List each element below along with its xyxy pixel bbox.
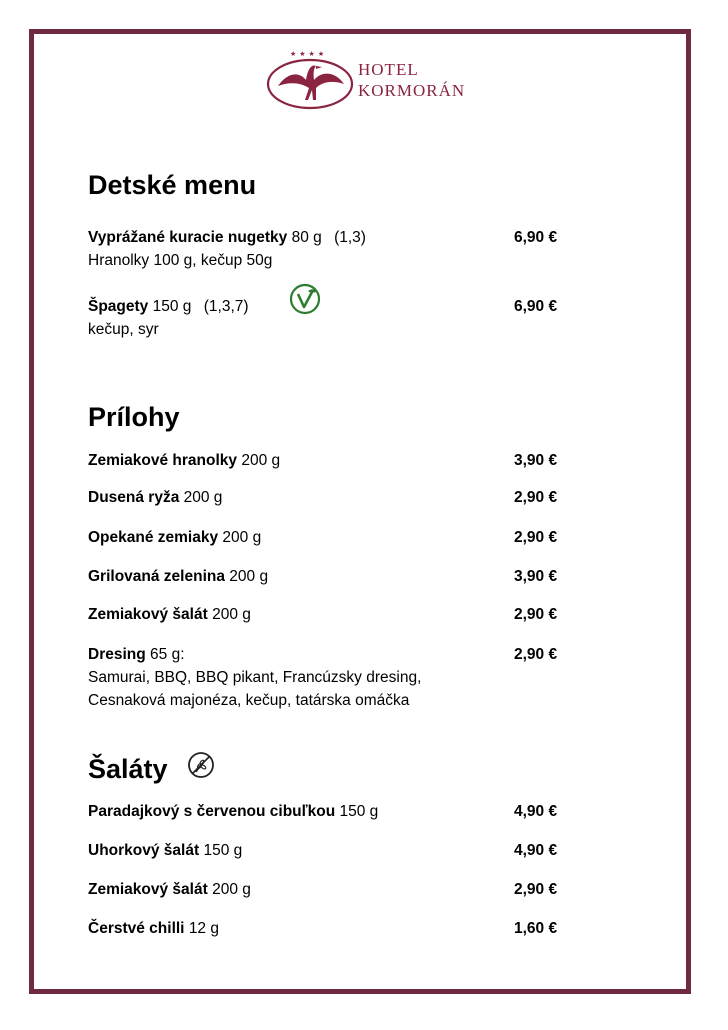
item-name: Dresing	[88, 646, 146, 663]
item-price: 2,90 €	[514, 606, 558, 623]
item-weight: 200 g	[212, 881, 251, 898]
item-name: Zemiakový šalát	[88, 606, 208, 623]
item-price: 4,90 €	[514, 803, 558, 820]
menu-item	[88, 486, 568, 509]
logo-stars: ★★★★	[290, 51, 328, 58]
item-price: 1,60 €	[514, 920, 558, 937]
item-name: Paradajkový s červenou cibuľkou	[88, 803, 336, 820]
menu-item	[88, 603, 568, 626]
menu-item	[88, 449, 568, 472]
menu-item	[88, 295, 568, 341]
item-description: Hranolky 100 g, kečup 50g	[88, 252, 273, 269]
menu-item	[88, 565, 568, 588]
item-price: 2,90 €	[514, 646, 558, 663]
menu-item	[88, 526, 568, 549]
item-weight: 200 g	[212, 606, 251, 623]
item-name: Opekané zemiaky	[88, 529, 219, 546]
menu-item	[88, 643, 568, 712]
item-name: Zemiakový šalát	[88, 881, 208, 898]
menu-item	[88, 839, 568, 862]
menu-item	[88, 917, 568, 940]
logo-word-hotel: HOTEL	[358, 60, 419, 79]
item-price: 3,90 €	[514, 452, 558, 469]
item-price: 6,90 €	[514, 229, 558, 246]
item-weight: 150 g	[203, 842, 243, 859]
item-weight: 200 g	[229, 568, 269, 585]
menu-item	[88, 878, 568, 901]
item-description: kečup, syr	[88, 321, 159, 338]
item-name: Čerstvé chilli	[88, 920, 185, 937]
section-title-text: Šaláty	[88, 754, 168, 784]
item-price: 6,90 €	[514, 298, 558, 315]
item-weight: 80 g	[291, 229, 322, 246]
item-name: Špagety	[88, 298, 149, 315]
item-name: Vyprážané kuracie nugetky	[88, 229, 288, 246]
item-description: Samurai, BBQ, BBQ pikant, Francúzsky dresing,	[88, 669, 422, 686]
item-weight: 200 g	[241, 452, 281, 469]
menu-item	[88, 800, 568, 823]
hotel-logo	[266, 48, 466, 110]
item-weight: 200 g	[222, 529, 262, 546]
item-weight: 200 g	[183, 489, 223, 506]
item-name: Zemiakové hranolky	[88, 452, 238, 469]
item-weight: 150 g	[339, 803, 379, 820]
item-price: 2,90 €	[514, 489, 558, 506]
item-price: 4,90 €	[514, 842, 558, 859]
item-name: Grilovaná zelenina	[88, 568, 225, 585]
item-weight: 12 g	[188, 920, 219, 937]
item-price: 2,90 €	[514, 529, 558, 546]
logo-word-kormoran: KORMORÁN	[358, 81, 466, 100]
item-price: 2,90 €	[514, 881, 558, 898]
menu-item	[88, 226, 568, 272]
section-title: Prílohy	[88, 402, 180, 432]
cormorant-logo-icon	[266, 54, 354, 110]
section-title: Detské menu	[88, 170, 257, 200]
item-allergens: (1,3)	[334, 229, 366, 246]
item-price: 3,90 €	[514, 568, 558, 585]
item-description-2: Cesnaková majonéza, kečup, tatárska omáčka	[88, 692, 410, 709]
item-name: Uhorkový šalát	[88, 842, 200, 859]
item-allergens: (1,3,7)	[203, 298, 249, 315]
vegetarian-icon	[289, 283, 321, 315]
item-name: Dusená ryža	[88, 489, 180, 506]
section-title	[88, 753, 168, 785]
item-weight: 150 g	[152, 298, 192, 315]
item-weight: 65 g:	[150, 646, 185, 663]
gluten-free-icon	[187, 751, 215, 779]
